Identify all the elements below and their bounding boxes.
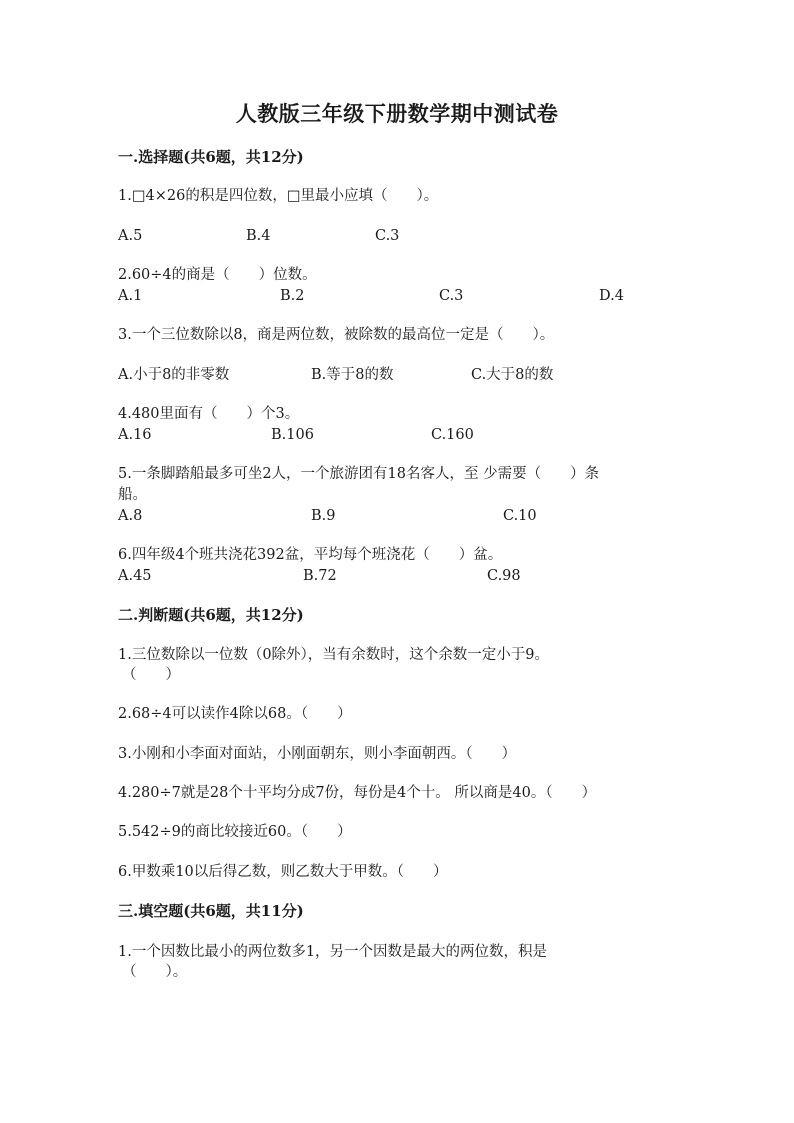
option: B.106 [271,427,314,443]
question-text: 1.一个因数比最小的两位数多1，另一个因数是最大的两位数，积是 [118,944,548,960]
option: B.等于8的数 [311,367,394,383]
exam-title: 人教版三年级下册数学期中测试卷 [235,101,559,126]
option: A.小于8的非零数 [118,367,230,383]
answer-blank: （ ） [122,667,180,683]
question-text: 1.三位数除以一位数（0除外），当有余数时，这个余数一定小于9。 [118,647,550,663]
question-text: 2.60÷4的商是（ ）位数。 [118,267,317,283]
question-text: 4.280÷7就是28个十平均分成7份，每份是4个十。 所以商是40。（ ） [118,785,597,801]
question-text: 3.小刚和小李面对面站，小刚面朝东，则小李面朝西。（ ） [118,746,517,762]
question-text: 5.542÷9的商比较接近60。（ ） [118,824,352,840]
question-text: 3.一个三位数除以8，商是两位数，被除数的最高位一定是（ ）。 [118,327,555,343]
option: D.4 [599,288,624,304]
question-text: 4.480里面有（ ）个3。 [118,406,300,422]
option: C.160 [431,427,474,443]
option: A.45 [118,568,152,584]
option: C.10 [503,508,537,524]
option: B.9 [311,508,336,524]
option: C.大于8的数 [471,367,554,383]
option: B.72 [303,568,337,584]
section-heading-judgment: 二.判断题(共6题，共12分) [118,606,304,624]
option: B.4 [246,228,271,244]
option: A.16 [118,427,152,443]
question-text: 1.□4×26的积是四位数，□里最小应填（ ）。 [118,188,439,204]
question-text: 6.四年级4个班共浇花392盆，平均每个班浇花（ ）盆。 [118,547,503,563]
section-heading-fill: 三.填空题(共6题，共11分) [118,902,304,920]
section-heading-choice: 一.选择题(共6题，共12分) [118,148,304,166]
option: A.1 [118,288,143,304]
question-text: 6.甲数乘10以后得乙数，则乙数大于甲数。（ ） [118,864,448,880]
option: C.3 [375,228,400,244]
option: A.8 [118,508,143,524]
option: C.98 [487,568,521,584]
question-text-continued: 船。 [118,487,147,503]
question-text: 5.一条脚踏船最多可坐2人，一个旅游团有18名客人，至 少需要（ ）条 [118,466,600,482]
answer-blank: （ ）。 [122,964,188,980]
option: C.3 [439,288,464,304]
option: A.5 [118,228,143,244]
question-text: 2.68÷4可以读作4除以68。（ ） [118,706,352,722]
option: B.2 [280,288,305,304]
